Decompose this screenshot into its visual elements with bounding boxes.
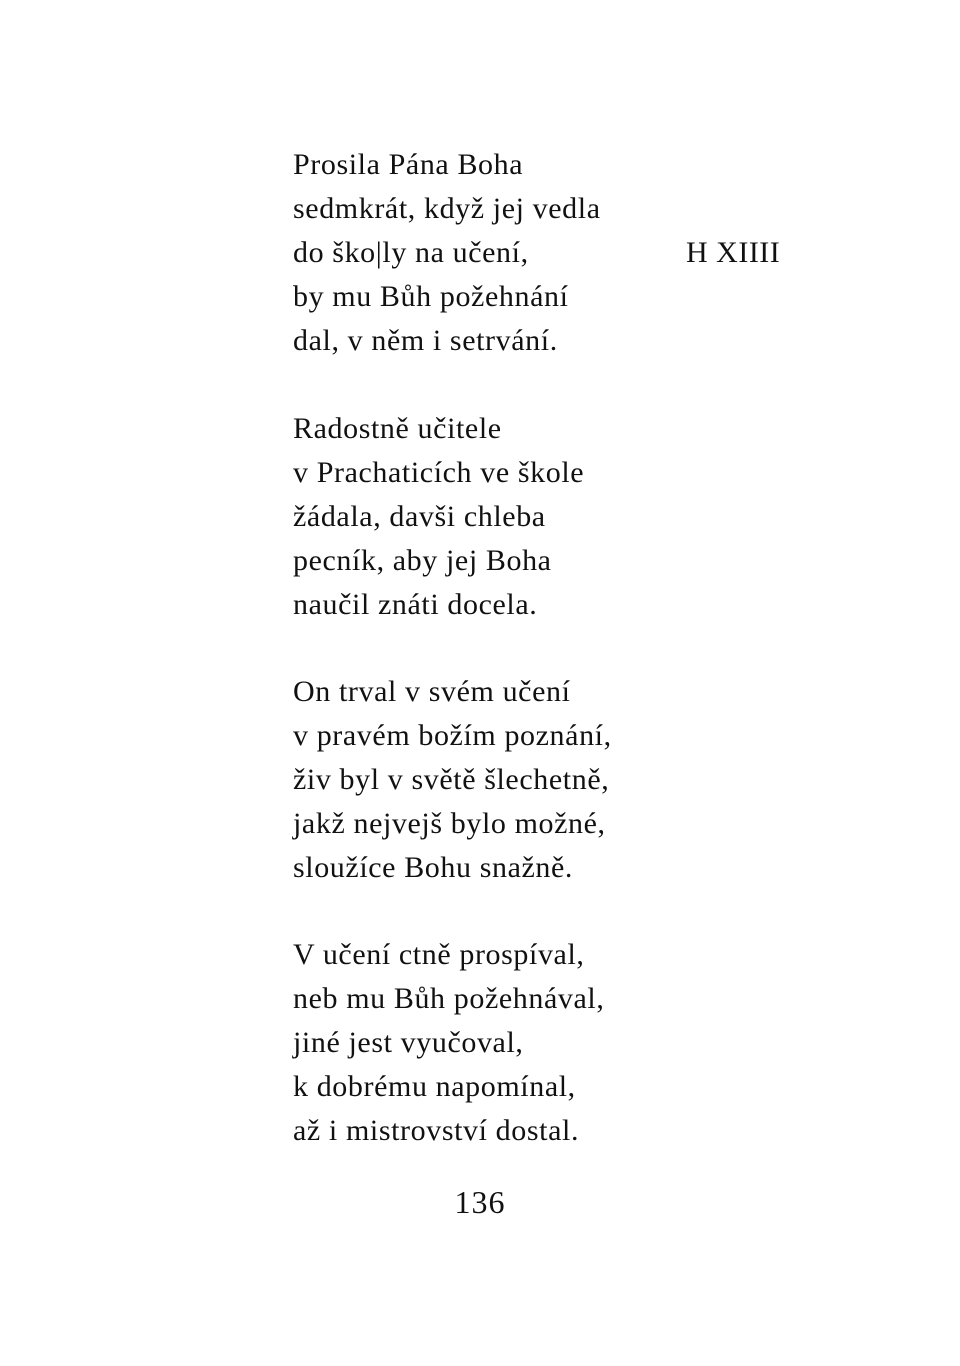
verse-line: do ško|ly na učení, <box>293 236 529 269</box>
verse-line: On trval v svém učení <box>293 675 571 708</box>
verse-line: živ byl v světě šlechetně, <box>293 763 610 796</box>
verse-line: V učení ctně prospíval, <box>293 938 585 971</box>
verse-line: v Prachaticích ve škole <box>293 456 585 489</box>
stanza-4 <box>293 933 604 1153</box>
verse-line: dal, v něm i setrvání. <box>293 324 558 357</box>
signature-mark: H XIIII <box>686 236 781 269</box>
stanza-3 <box>293 670 612 890</box>
verse-line: jiné jest vyučoval, <box>293 1026 524 1059</box>
page-number: 136 <box>454 1184 506 1220</box>
verse-line: jakž nejvejš bylo možné, <box>293 807 606 840</box>
stanza-1 <box>293 143 601 363</box>
verse-line: v pravém božím poznání, <box>293 719 612 752</box>
verse-line: by mu Bůh požehnání <box>293 280 569 313</box>
verse-line: naučil znáti docela. <box>293 588 538 621</box>
verse-line: žádala, davši chleba <box>293 500 546 533</box>
stanza-2 <box>293 407 584 627</box>
verse-line: k dobrému napomínal, <box>293 1070 576 1103</box>
verse-line: až i mistrovství dostal. <box>293 1114 580 1147</box>
verse-line: neb mu Bůh požehnával, <box>293 982 605 1015</box>
verse-line: Prosila Pána Boha <box>293 148 524 181</box>
verse-line: sloužíce Bohu snažně. <box>293 851 574 884</box>
verse-line: pecník, aby jej Boha <box>293 544 552 577</box>
verse-line: sedmkrát, když jej vedla <box>293 192 601 225</box>
verse-line: Radostně učitele <box>293 412 502 445</box>
